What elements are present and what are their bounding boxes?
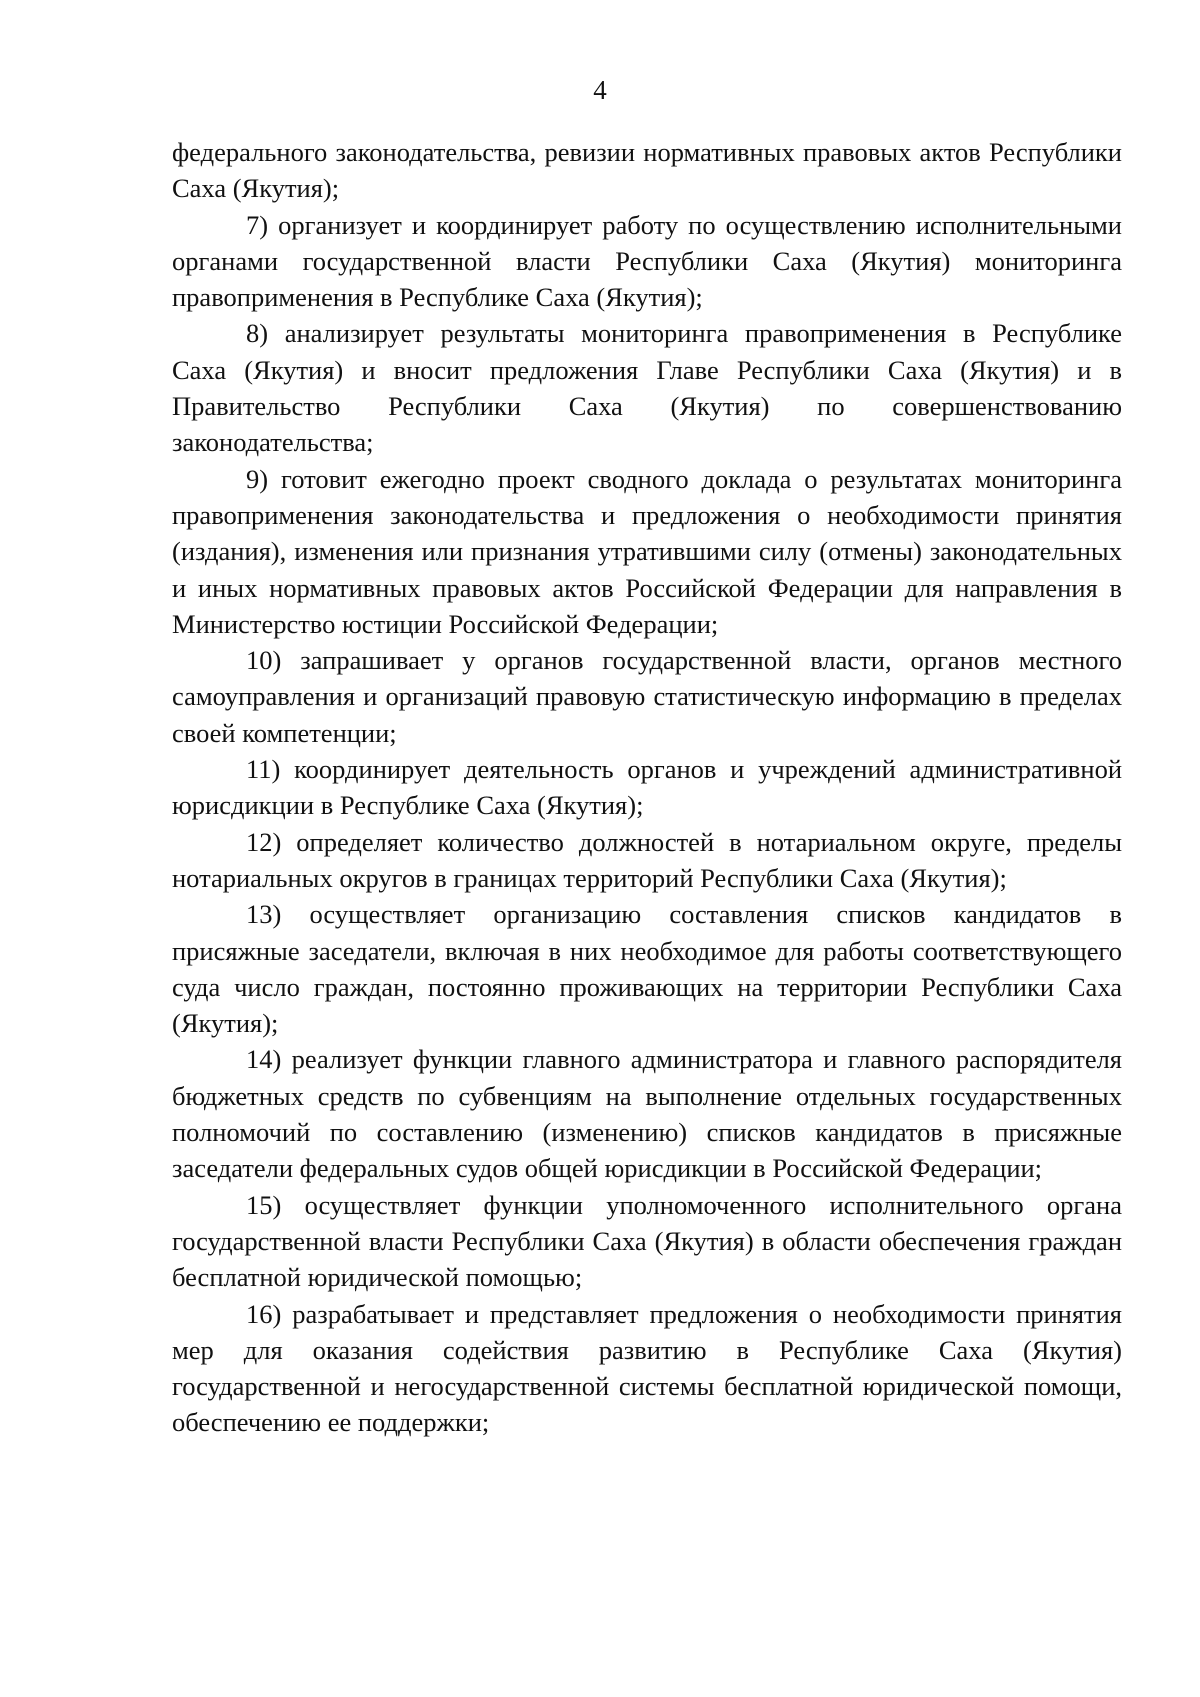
page-number: 4 [593,75,607,105]
paragraph-continuation: федерального законодательства, ревизии нормативных правовых актов Республики Саха (Якутия); [172,137,1122,204]
document-body [172,134,1122,1441]
paragraph-item-14: 14) реализует функции главного администратора и главного распорядителя бюджетных средств по субвенциям на выполнение отдельных государственных полномочий по составлению (изменению) списков кандидатов в присяжные заседатели федеральных судов общей юрисдикции в Российской Федерации; [172,1044,1122,1184]
paragraph-item-13: 13) осуществляет организацию составления списков кандидатов в присяжные заседатели, включая в них необходимое для работы соответствующего суда число граждан, постоянно проживающих на территории Республики Саха (Якутия); [172,899,1122,1039]
paragraph-item-15: 15) осуществляет функции уполномоченного исполнительного органа государственной власти Республики Саха (Якутия) в области обеспечения граждан бесплатной юридической помощью; [172,1189,1122,1293]
paragraph-item-11: 11) координирует деятельность органов и учреждений административной юрисдикции в Республике Саха (Якутия); [172,754,1122,821]
paragraph-item-9: 9) готовит ежегодно проект сводного доклада о результатах мониторинга правоприменения законодательства и предложения о необходимости принятия (издания), изменения или признания утратившими силу (отмены) законодательных и иных нормативных правовых актов Российской Федерации для направления в Министерство юстиции Российской Федерации; [172,463,1122,639]
paragraph-item-10: 10) запрашивает у органов государственной власти, органов местного самоуправления и организаций правовую статистическую информацию в пределах своей компетенции; [172,645,1122,748]
paragraph-item-8: 8) анализирует результаты мониторинга правоприменения в Республике Саха (Якутия) и вносит предложения Главе Республики Саха (Якутия) и в Правительство Республики Саха (Якутия) по совершенствованию законодательства; [172,318,1122,458]
paragraph-item-12: 12) определяет количество должностей в нотариальном округе, пределы нотариальных округов в границах территорий Республики Саха (Якутия); [172,826,1122,893]
paragraph-item-16: 16) разрабатывает и представляет предложения о необходимости принятия мер для оказания содействия развитию в Республике Саха (Якутия) государственной и негосударственной системы бесплатной юридической помощи, обеспечению ее поддержки; [172,1298,1122,1438]
paragraph-item-7: 7) организует и координирует работу по осуществлению исполнительными органами государственной власти Республики Саха (Якутия) мониторинга правоприменения в Республике Саха (Якутия); [172,209,1122,313]
